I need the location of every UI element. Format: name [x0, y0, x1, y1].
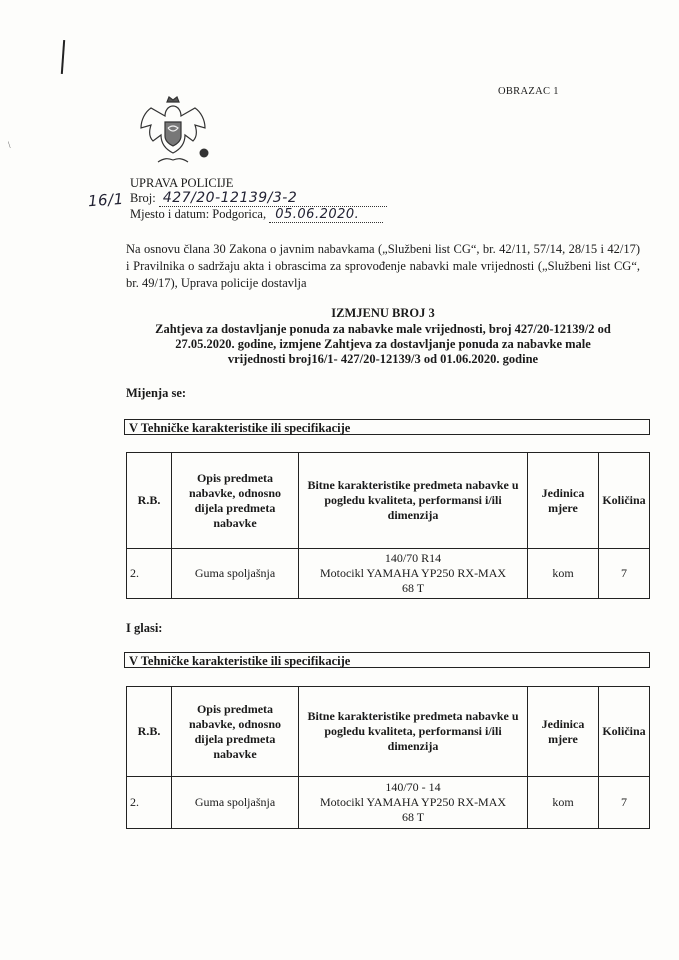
cell-rb: 2.: [127, 549, 172, 599]
col-opis: Opis predmeta nabavke, odnosno dijela predmeta nabavke: [172, 687, 299, 777]
cell-spec: [299, 777, 528, 829]
broj-value: 427/20-12139/3-2: [159, 191, 387, 207]
col-karakteristike: Bitne karakteristike predmeta nabavke u pogledu kvaliteta, performansi i/ili dimenzija: [299, 687, 528, 777]
cell-opis: Guma spoljašnja: [172, 549, 299, 599]
cell-rb: 2.: [127, 777, 172, 829]
org-name: UPRAVA POLICIJE: [130, 176, 234, 190]
col-kolicina: Količina: [599, 687, 650, 777]
col-kolicina: Količina: [599, 453, 650, 549]
amendment-title: IZMJENU BROJ 3: [331, 306, 435, 320]
table-header-row: [127, 687, 650, 777]
table-row: [127, 549, 650, 599]
col-karakteristike: Bitne karakteristike predmeta nabavke u pogledu kvaliteta, performansi i/ili dimenzija: [299, 453, 528, 549]
date-value: 05.06.2020.: [269, 207, 383, 223]
section-title-after: V Tehničke karakteristike ili specifikacije: [124, 652, 650, 668]
margin-pen-mark: [61, 40, 65, 74]
spec-model: Motocikl YAMAHA YP250 RX-MAX: [319, 566, 507, 580]
broj-line: [130, 191, 387, 207]
i-glasi-label: I glasi:: [126, 621, 163, 635]
cell-opis: Guma spoljašnja: [172, 777, 299, 829]
table-header-row: [127, 453, 650, 549]
spec-table-after: [126, 686, 650, 829]
cell-kolicina: 7: [599, 549, 650, 599]
handwritten-ref: 16/1: [87, 189, 125, 211]
place-date-label: Mjesto i datum: Podgorica,: [130, 207, 267, 221]
coat-of-arms-icon: [134, 92, 212, 170]
cell-kolicina: 7: [599, 777, 650, 829]
col-jedinica: Jedinica mjere: [528, 687, 599, 777]
mijenja-se-label: Mijenja se:: [126, 386, 187, 400]
spec-size: 140/70 R14: [384, 551, 442, 565]
form-code: OBRAZAC 1: [498, 86, 559, 97]
intro-paragraph: Na osnovu člana 30 Zakona o javnim nabavkama („Službeni list CG“, br. 42/11, 57/14, 28/15 i 42/17) i Pravilnika o sadržaju akta i obrascima za sprovođenje nabavki male vrijednosti („Službeni list CG“, br. 49/17), Uprava policije dostavlja: [126, 242, 640, 290]
col-rb: R.B.: [127, 687, 172, 777]
cell-jedinica: kom: [528, 549, 599, 599]
broj-label: Broj:: [130, 191, 156, 205]
spec-size: 140/70 - 14: [385, 780, 441, 794]
amendment-subtitle-3: vrijednosti broj16/1- 427/20-12139/3 od 01.06.2020. godine: [227, 352, 539, 366]
cell-spec: [299, 549, 528, 599]
cell-jedinica: kom: [528, 777, 599, 829]
spec-index: 68 T: [401, 581, 425, 595]
table-row: [127, 777, 650, 829]
section-title-before: V Tehničke karakteristike ili specifikacije: [124, 419, 650, 435]
margin-tick: \: [8, 140, 11, 150]
col-opis: Opis predmeta nabavke, odnosno dijela predmeta nabavke: [172, 453, 299, 549]
col-jedinica: Jedinica mjere: [528, 453, 599, 549]
amendment-subtitle-2: 27.05.2020. godine, izmjene Zahtjeva za dostavljanje ponuda za nabavke male: [175, 337, 591, 351]
place-date-line: [130, 207, 383, 223]
spec-index: 68 T: [401, 810, 425, 824]
col-rb: R.B.: [127, 453, 172, 549]
amendment-subtitle-1: Zahtjeva za dostavljanje ponuda za nabavke male vrijednosti, broj 427/20-12139/2 od: [155, 322, 611, 336]
spec-table-before: [126, 452, 650, 599]
spec-model: Motocikl YAMAHA YP250 RX-MAX: [319, 795, 507, 809]
